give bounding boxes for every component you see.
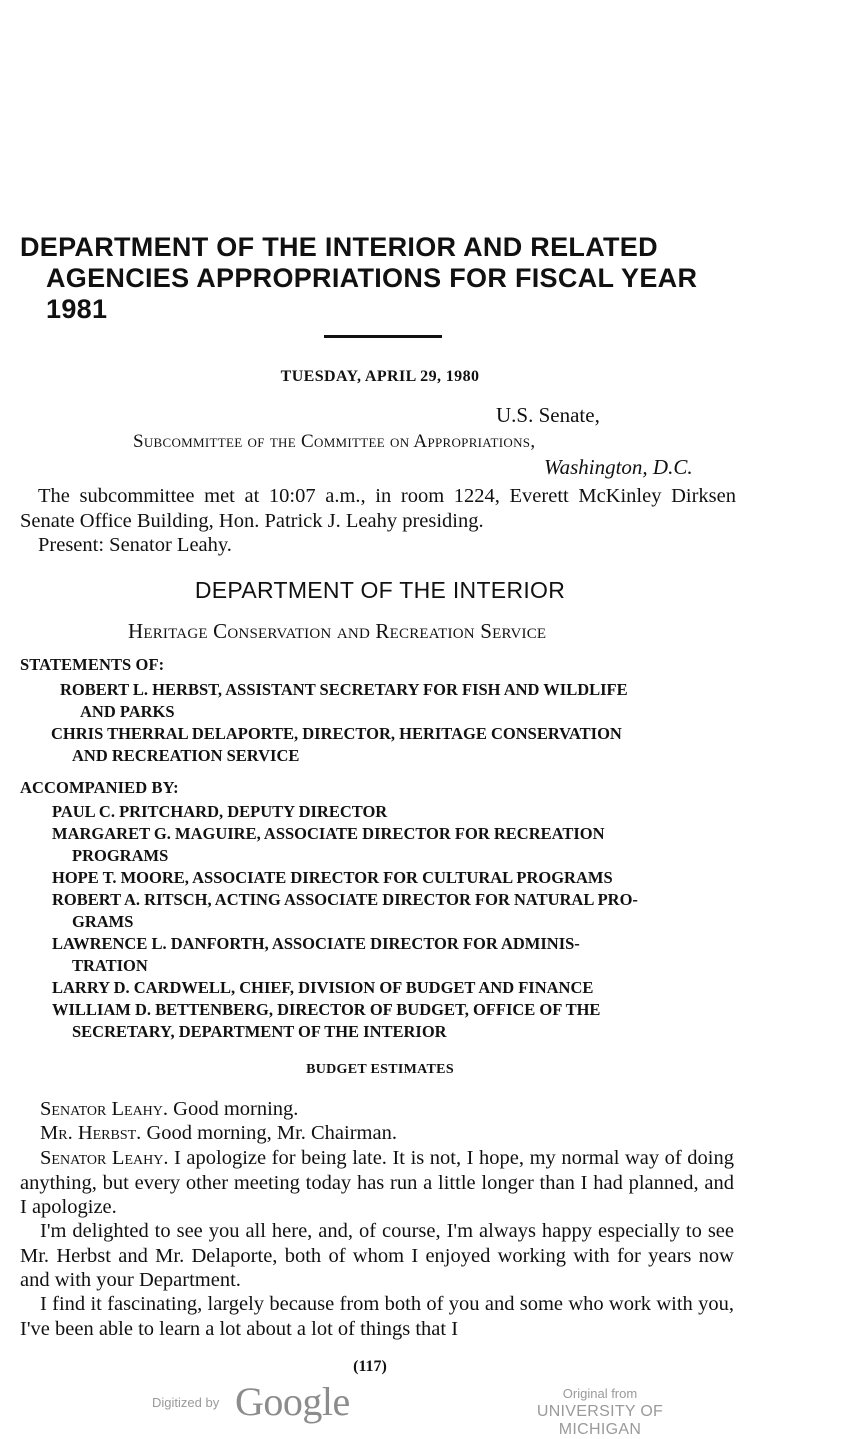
witness-line-cont: AND RECREATION SERVICE xyxy=(72,745,300,765)
speaker-name: Mr. Herbst. xyxy=(40,1122,142,1144)
dialogue-paragraph xyxy=(20,1292,734,1341)
digitized-by-label: Digitized by xyxy=(152,1395,220,1410)
accompanying-line-cont: PROGRAMS xyxy=(72,845,169,865)
title-line-1: DEPARTMENT OF THE INTERIOR AND RELATED xyxy=(20,232,658,262)
speech-text: I apologize for being late. It is not, I hope, my normal way of doing anything, but every other meeting today has run a little longer than I had planned, and I apologize. xyxy=(20,1147,734,1218)
accompanying-line: ROBERT A. RITSCH, ACTING ASSOCIATE DIRECTOR FOR NATURAL PRO- xyxy=(52,890,638,909)
original-from-label: Original from xyxy=(562,1386,638,1401)
hearing-date: TUESDAY, APRIL 29, 1980 xyxy=(280,368,480,385)
accompanying-line: LARRY D. CARDWELL, CHIEF, DIVISION OF BUDGET AND FINANCE xyxy=(52,978,594,997)
witness-line: ROBERT L. HERBST, ASSISTANT SECRETARY FOR FISH AND WILDLIFE xyxy=(60,680,628,699)
title-line-2: AGENCIES APPROPRIATIONS FOR FISCAL YEAR xyxy=(46,263,698,293)
statements-heading: STATEMENTS OF: xyxy=(20,655,165,674)
accompanying-entry xyxy=(52,999,732,1042)
title-rule xyxy=(324,335,442,338)
witness-entry xyxy=(51,723,731,766)
accompanied-heading: ACCOMPANIED BY: xyxy=(20,778,179,797)
original-source xyxy=(495,1386,705,1439)
accompanying-entry xyxy=(52,867,732,889)
title-line-3: 1981 xyxy=(46,294,108,324)
google-logo: Google xyxy=(235,1379,350,1424)
senate-heading: U.S. Senate, xyxy=(496,403,600,427)
accompanying-line-cont: GRAMS xyxy=(72,911,134,931)
speaker-name: Senator Leahy. xyxy=(40,1098,169,1120)
subcommittee-heading: Subcommittee of the Committee on Appropriations, xyxy=(133,431,536,452)
accompanying-line-cont: TRATION xyxy=(72,955,148,975)
service-heading: Heritage Conservation and Recreation Service xyxy=(128,619,547,643)
accompanying-entry xyxy=(52,823,732,866)
accompanying-entry xyxy=(52,977,732,999)
accompanying-line: HOPE T. MOORE, ASSOCIATE DIRECTOR FOR CULTURAL PROGRAMS xyxy=(52,868,613,887)
meeting-paragraph: The subcommittee met at 10:07 a.m., in room 1224, Everett McKinley Dirksen Senate Office Building, Hon. Patrick J. Leahy presiding. xyxy=(20,485,736,532)
witness-line: CHRIS THERRAL DELAPORTE, DIRECTOR, HERITAGE CONSERVATION xyxy=(51,724,622,743)
dialogue-paragraph xyxy=(20,1097,734,1122)
accompanying-line-cont: SECRETARY, DEPARTMENT OF THE INTERIOR xyxy=(72,1021,447,1041)
present-paragraph: Present: Senator Leahy. xyxy=(38,534,232,556)
speech-text: Good morning, Mr. Chairman. xyxy=(141,1122,397,1144)
witness-line-cont: AND PARKS xyxy=(80,701,175,721)
accompanying-line: LAWRENCE L. DANFORTH, ASSOCIATE DIRECTOR FOR ADMINIS- xyxy=(52,934,580,953)
hearing-title xyxy=(20,232,740,325)
dialogue-paragraph xyxy=(20,1146,734,1220)
accompanying-entry xyxy=(52,889,732,932)
library-name: UNIVERSITY OF MICHIGAN xyxy=(536,1403,664,1438)
page-number: (117) xyxy=(353,1358,387,1375)
accompanying-line: WILLIAM D. BETTENBERG, DIRECTOR OF BUDGET, OFFICE OF THE xyxy=(52,1000,601,1019)
accompanying-entry xyxy=(52,933,732,976)
speech-text: I find it fascinating, largely because from both of you and some who work with you, I've been able to learn a lot about a lot of things that I xyxy=(20,1293,734,1340)
accompanying-line: MARGARET G. MAGUIRE, ASSOCIATE DIRECTOR FOR RECREATION xyxy=(52,824,605,843)
speech-text: I'm delighted to see you all here, and, of course, I'm always happy especially to see Mr. Herbst and Mr. Delaporte, both of whom I enjoyed working with for years now and with your Department. xyxy=(20,1220,734,1291)
place-heading: Washington, D.C. xyxy=(544,455,693,479)
accompanying-entry xyxy=(52,801,732,823)
accompanying-line: PAUL C. PRITCHARD, DEPUTY DIRECTOR xyxy=(52,802,388,821)
witness-entry xyxy=(60,679,740,722)
department-heading: DEPARTMENT OF THE INTERIOR xyxy=(194,577,566,603)
budget-estimates-heading: BUDGET ESTIMATES xyxy=(306,1062,454,1077)
dialogue-paragraph xyxy=(20,1121,734,1146)
speech-text: Good morning. xyxy=(168,1098,299,1120)
speaker-name: Senator Leahy. xyxy=(40,1147,169,1169)
dialogue-paragraph xyxy=(20,1219,734,1293)
